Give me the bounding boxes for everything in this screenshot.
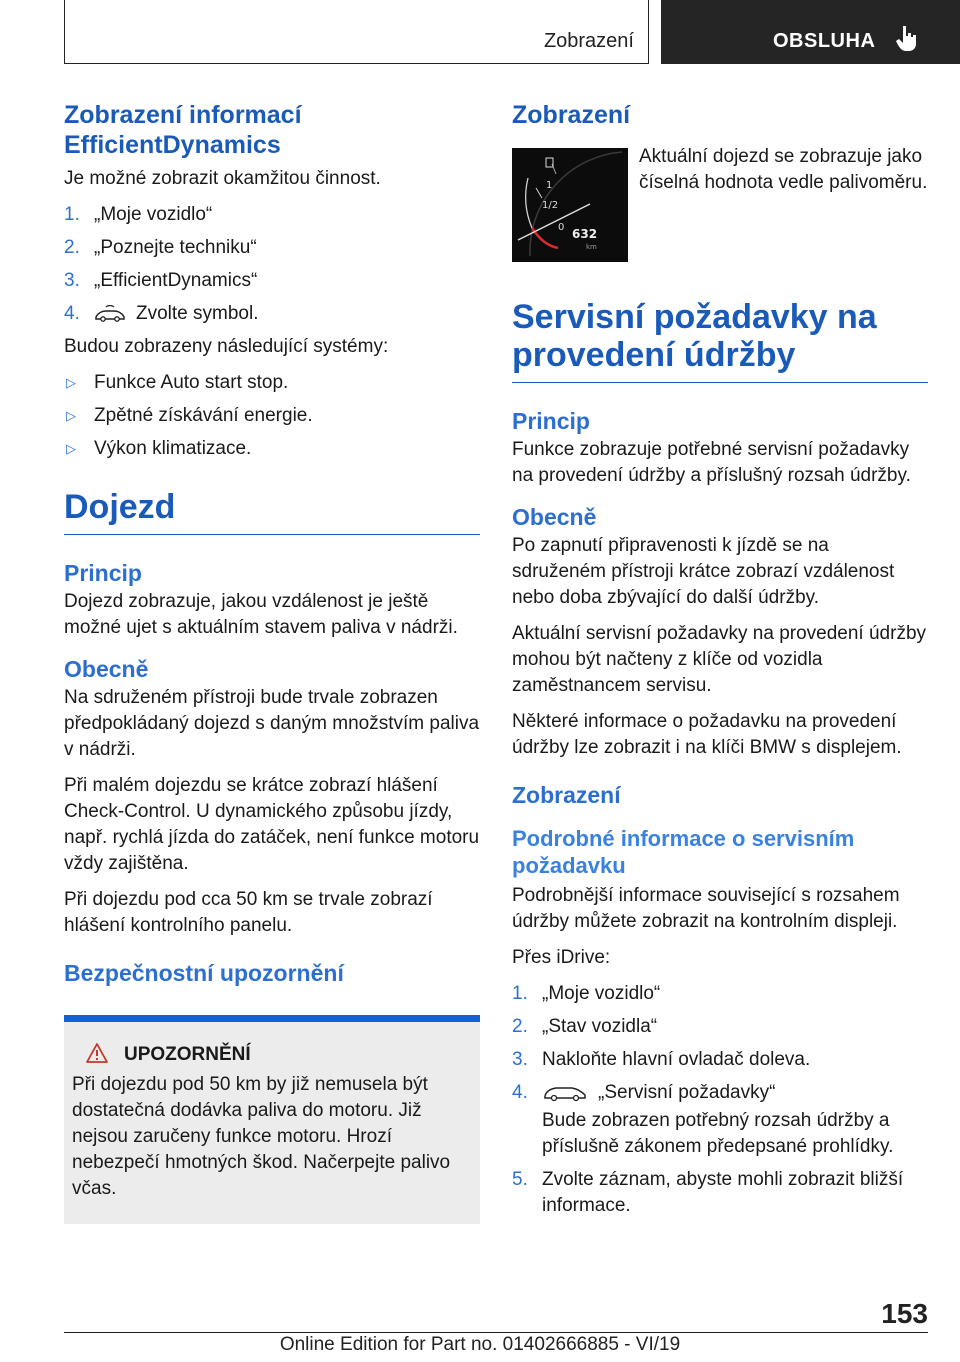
warning-label: UPOZORNĚNÍ bbox=[124, 1044, 251, 1065]
step-text: Zvolte symbol. bbox=[136, 303, 259, 324]
page-header bbox=[0, 0, 960, 66]
system-text: Výkon klimatizace. bbox=[94, 438, 252, 459]
efficient-dynamics-heading: Zobrazení informací EfficientDynamics bbox=[64, 101, 302, 159]
list-item bbox=[512, 1080, 928, 1106]
display-heading: Zobrazení bbox=[512, 101, 631, 129]
service-general-p3: Některé informace o požadavku na provedení údržby lze zobrazit i na klíči BMW s displejem. bbox=[512, 711, 902, 758]
range-general-heading: Obecně bbox=[64, 656, 149, 682]
step-text: „Moje vozidlo“ bbox=[94, 204, 213, 225]
right-column bbox=[512, 100, 928, 1226]
step-text: „Moje vozidlo“ bbox=[542, 983, 661, 1004]
service-principle-heading: Princip bbox=[512, 408, 590, 434]
step-text: „Servisní požadavky“ bbox=[598, 1082, 776, 1103]
fuel-gauge-image bbox=[512, 148, 628, 262]
gauge-range-unit: km bbox=[586, 243, 597, 251]
display-text: Aktuální dojezd se zobrazuje jako číselná hodnota vedle palivoměru. bbox=[639, 146, 928, 193]
service-heading: Servisní požadavky na provedení údržby bbox=[512, 298, 928, 383]
page-number: 153 bbox=[881, 1298, 928, 1329]
service-principle-text: Funkce zobrazuje potřebné servisní požadavky na provedení údržby a příslušný rozsah údržby. bbox=[512, 439, 911, 486]
step-text: Nakloňte hlavní ovladač doleva. bbox=[542, 1049, 811, 1070]
chapter-tab bbox=[661, 0, 960, 64]
efficient-steps bbox=[64, 202, 480, 327]
list-item bbox=[64, 403, 480, 429]
step-note: Bude zobrazen potřebný rozsah údržby a příslušně zákonem předepsané prohlídky. bbox=[542, 1110, 894, 1157]
range-general-p2: Při malém dojezdu se krátce zobrazí hlášení Check-Control. U dynamického způsobu jízdy, např. rychlá jízda do zatáček, není funkce motoru vždy zajištěna. bbox=[64, 775, 480, 874]
range-heading: Dojezd bbox=[64, 488, 480, 535]
list-item bbox=[64, 268, 480, 294]
service-general-p1: Po zapnutí připravenosti k jízdě se na sdruženém přístroji krátce zobrazí vzdálenost nebo doba zbývající do další údržby. bbox=[512, 535, 895, 608]
list-item bbox=[512, 981, 928, 1007]
bullet-triangle-icon: ▷ bbox=[66, 441, 76, 456]
hand-pointer-icon bbox=[894, 24, 920, 52]
range-general-p3: Při dojezdu pod cca 50 km se trvale zobrazí hlášení kontrolního panelu. bbox=[64, 889, 433, 936]
list-item bbox=[64, 202, 480, 228]
bullet-triangle-icon: ▷ bbox=[66, 408, 76, 423]
step-text: „EfficientDynamics“ bbox=[94, 270, 258, 291]
warning-text: Při dojezdu pod 50 km by již nemusela být dostatečná dodávka paliva do motoru. Již nejsou zaručeny funkce motoru. Hrozí nebezpečí hmotných škod. Načerpejte palivo včas. bbox=[72, 1074, 451, 1199]
service-display-heading: Zobrazení bbox=[512, 782, 621, 808]
service-general-heading: Obecně bbox=[512, 504, 597, 530]
step-number: 5. bbox=[512, 1169, 528, 1190]
footer-divider bbox=[64, 1332, 928, 1333]
list-item bbox=[64, 436, 480, 462]
left-column bbox=[64, 100, 480, 1224]
systems-list bbox=[64, 370, 480, 462]
step-number: 2. bbox=[512, 1016, 528, 1037]
list-item bbox=[64, 370, 480, 396]
chapter-title: OBSLUHA bbox=[773, 30, 876, 52]
step-number: 3. bbox=[64, 270, 80, 291]
step-text: Zvolte záznam, abyste mohli zobrazit bližší informace. bbox=[542, 1169, 904, 1216]
system-text: Zpětné získávání energie. bbox=[94, 405, 313, 426]
fuel-gauge-graphic bbox=[512, 148, 628, 262]
step-number: 1. bbox=[512, 983, 528, 1004]
systems-intro: Budou zobrazeny následující systémy: bbox=[64, 336, 389, 357]
warning-title bbox=[72, 1042, 466, 1068]
range-principle-heading: Princip bbox=[64, 560, 142, 586]
system-text: Funkce Auto start stop. bbox=[94, 372, 289, 393]
section-tab bbox=[64, 0, 649, 64]
step-number: 3. bbox=[512, 1049, 528, 1070]
section-title: Zobrazení bbox=[543, 30, 634, 52]
list-item bbox=[512, 1108, 928, 1160]
car-service-icon bbox=[542, 1084, 588, 1102]
gauge-half-label: 1/2 bbox=[542, 200, 559, 211]
step-number: 1. bbox=[64, 204, 80, 225]
step-number: 4. bbox=[512, 1082, 528, 1103]
gauge-empty-label: 0 bbox=[558, 222, 565, 233]
service-steps bbox=[512, 981, 928, 1219]
list-item bbox=[512, 1167, 928, 1219]
efficient-intro: Je možné zobrazit okamžitou činnost. bbox=[64, 168, 381, 189]
list-item bbox=[512, 1047, 928, 1073]
list-item bbox=[64, 235, 480, 261]
service-general-p2: Aktuální servisní požadavky na provedení údržby mohou být načteny z klíče od vozidla zaměstnancem servisu. bbox=[512, 623, 927, 696]
car-efficiency-icon bbox=[94, 305, 126, 323]
details-text: Podrobnější informace související s rozsahem údržby můžete zobrazit na kontrolním displeji. bbox=[512, 885, 900, 932]
list-item bbox=[512, 1014, 928, 1040]
details-heading: Podrobné informace o servisním požadavku bbox=[512, 826, 855, 878]
gauge-range-value: 632 bbox=[572, 227, 598, 241]
step-text: „Poznejte techniku“ bbox=[94, 237, 257, 258]
step-number: 4. bbox=[64, 303, 80, 324]
range-display-figure bbox=[512, 144, 928, 262]
step-text: „Stav vozidla“ bbox=[542, 1016, 658, 1037]
safety-heading: Bezpečnostní upozornění bbox=[64, 960, 344, 986]
range-general-p1: Na sdruženém přístroji bude trvale zobrazen předpokládaný dojezd s daným množstvím paliva v nádrži. bbox=[64, 687, 480, 760]
idrive-intro: Přes iDrive: bbox=[512, 947, 611, 968]
range-principle-text: Dojezd zobrazuje, jakou vzdálenost je ještě možné ujet s aktuálním stavem paliva v nádrži. bbox=[64, 591, 458, 638]
warning-triangle-icon bbox=[86, 1043, 108, 1063]
step-number: 2. bbox=[64, 237, 80, 258]
footer-edition: Online Edition for Part no. 01402666885 - VI/19 bbox=[279, 1334, 681, 1355]
bullet-triangle-icon: ▷ bbox=[66, 375, 76, 390]
gauge-full-label: 1 bbox=[546, 180, 553, 191]
list-item bbox=[64, 301, 480, 327]
warning-box bbox=[64, 1015, 480, 1224]
